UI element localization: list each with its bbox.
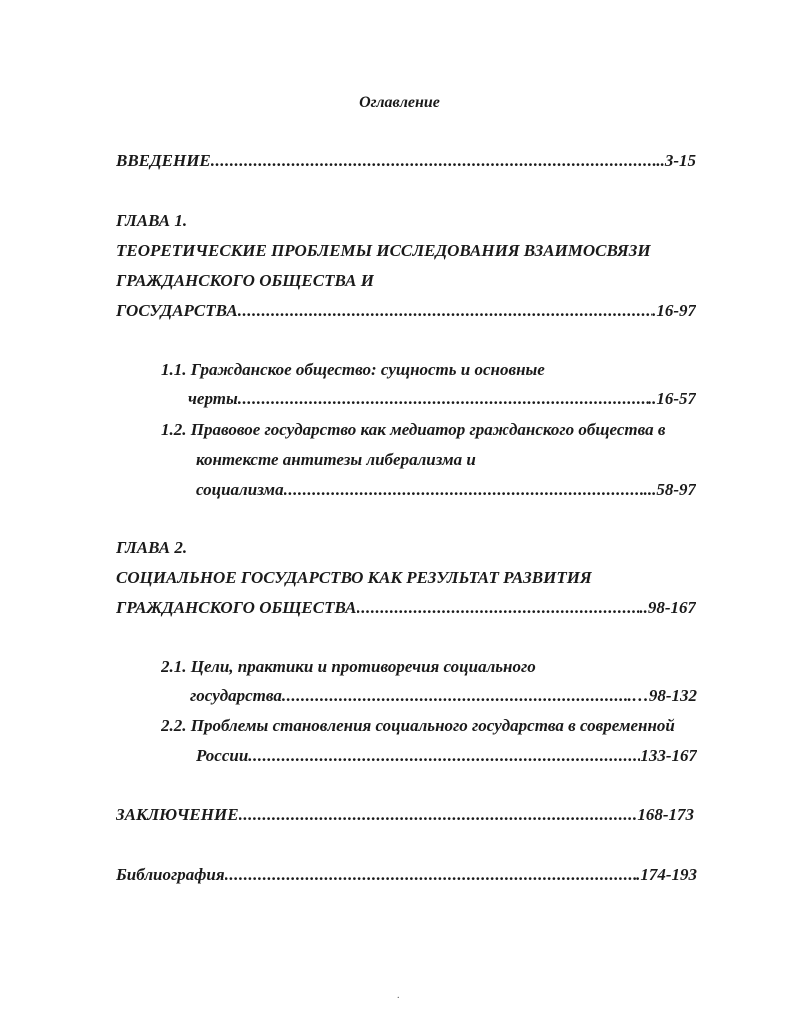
dot-leader xyxy=(211,150,657,172)
section-1-2-line1: 1.2. Правовое государство как медиатор гражданского общества в xyxy=(161,420,666,439)
chapter2-title-line1: СОЦИАЛЬНОЕ ГОСУДАРСТВО КАК РЕЗУЛЬТАТ РАЗВИТИЯ xyxy=(116,568,592,587)
section-1-1-line1: 1.1. Гражданское общество: сущность и основные xyxy=(161,360,545,379)
dot-leader xyxy=(238,300,652,322)
page-title: Оглавление xyxy=(359,94,440,111)
toc-entry-pages: .174-193 xyxy=(636,865,697,884)
toc-entry-label: России xyxy=(196,746,249,765)
toc-entry-pages: ..3-15 xyxy=(656,151,696,170)
toc-entry-chapter2 xyxy=(116,597,696,619)
toc-entry-label: ВВЕДЕНИЕ xyxy=(116,151,211,170)
toc-entry-label: черты xyxy=(188,389,238,408)
toc-entry-pages: ..16-57 xyxy=(647,389,696,408)
toc-entry-section-1-1 xyxy=(188,388,696,410)
chapter1-heading: ГЛАВА 1. xyxy=(116,211,188,230)
section-2-1-line1: 2.1. Цели, практики и противоречия социального xyxy=(161,657,536,676)
toc-entry-section-2-2 xyxy=(196,745,697,767)
toc-entry-pages: .16-97 xyxy=(652,301,696,320)
chapter1-title-line1: ТЕОРЕТИЧЕСКИЕ ПРОБЛЕМЫ ИССЛЕДОВАНИЯ ВЗАИМОСВЯЗИ xyxy=(116,241,651,260)
toc-entry-conclusion xyxy=(116,804,694,826)
dot-leader xyxy=(282,685,628,707)
toc-entry-label: ГОСУДАРСТВА xyxy=(116,301,238,320)
dot-leader xyxy=(239,804,638,826)
dot-leader xyxy=(225,864,636,886)
chapter2-heading: ГЛАВА 2. xyxy=(116,538,188,557)
toc-entry-label: Библиография xyxy=(116,865,225,884)
toc-entry-pages: ..98-167 xyxy=(639,598,696,617)
dot-leader xyxy=(238,388,648,410)
toc-entry-pages: ...58-97 xyxy=(643,480,696,499)
toc-entry-label: ЗАКЛЮЧЕНИЕ xyxy=(116,805,239,824)
section-2-2-line1: 2.2. Проблемы становления социального государства в современной xyxy=(161,716,675,735)
dot-leader xyxy=(248,745,640,767)
toc-entry-section-2-1 xyxy=(190,685,697,707)
toc-entry-pages: 168-173 xyxy=(637,805,694,824)
dot-leader xyxy=(284,479,644,501)
toc-entry-label: социализма xyxy=(196,480,284,499)
toc-entry-label: ГРАЖДАНСКОГО ОБЩЕСТВА xyxy=(116,598,357,617)
toc-entry-pages: .…98-132 xyxy=(627,686,697,705)
chapter1-title-line2: ГРАЖДАНСКОГО ОБЩЕСТВА И xyxy=(116,271,374,290)
toc-entry-section-1-2 xyxy=(196,479,696,501)
dot-leader xyxy=(357,597,640,619)
toc-entry-label: государства xyxy=(190,686,282,705)
toc-entry-bibliography xyxy=(116,864,697,886)
section-1-2-line2: контексте антитезы либерализма и xyxy=(196,450,476,469)
toc-entry-introduction xyxy=(116,150,696,172)
toc-entry-chapter1 xyxy=(116,300,696,322)
footer-mark: . xyxy=(397,990,400,1001)
toc-entry-pages: 133-167 xyxy=(640,746,697,765)
